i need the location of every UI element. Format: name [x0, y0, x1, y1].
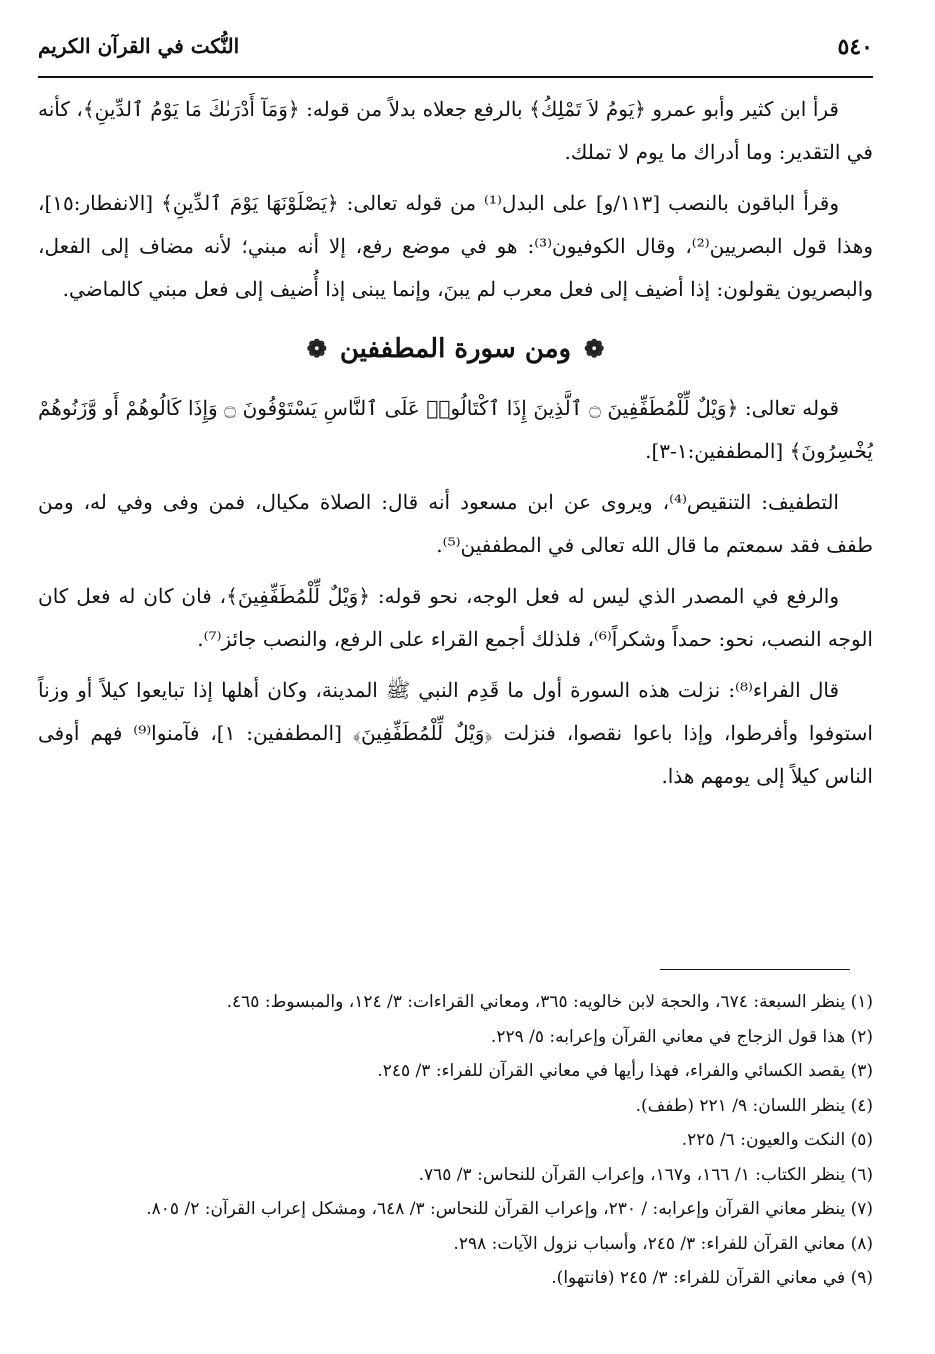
footnote: (٧) ينظر معاني القرآن وإعرابه: / ٢٣٠، وإعراب القرآن للنحاس: ٣/ ٦٤٨، ومشكل إعراب القرآن: ٢/ ٨٠٥. [146, 1199, 873, 1219]
paragraph: والرفع في المصدر الذي ليس له فعل الوجه، نحو قوله: ﴿وَيْلٌ لِّلْمُطَفِّفِينَ﴾، فان كان له فعل كان الوجه النصب، نحو: حمداً وشكراً⁽⁶⁾، فلذلك أجمع القراء على الرفع، والنصب جائز⁽⁷⁾. [38, 584, 873, 651]
page-number: ٥٤٠ [837, 34, 873, 60]
footnote: (٣) يقصد الكسائي والفراء، فهذا رأيها في معاني القرآن للفراء: ٣/ ٢٤٥. [377, 1061, 873, 1081]
paragraph: وقرأ الباقون بالنصب [١١٣/و] على البدل⁽¹⁾ من قوله تعالى: ﴿يَصْلَوْنَهَا يَوْمَ ٱلدِّينِ﴾ [الانفطار:١٥]، وهذا قول البصريين⁽²⁾، وقال الكوفيون⁽³⁾: هو في موضع رفع، إلا أنه مبني؛ لأنه مضاف إلى الفعل، والبصريون يقولون: إذا أضيف إلى فعل معرب لم يبنَ، وإنما يبنى إذا أُضيف إلى فعل مبني كالماضي. [38, 191, 874, 301]
main-text [38, 88, 873, 806]
surah-heading-text: ومن سورة المطففين [339, 334, 572, 364]
footnote-divider [660, 969, 850, 970]
paragraph: قوله تعالى: ﴿وَيْلٌ لِّلْمُطَفِّفِينَ ۝ ٱلَّذِينَ إِذَا ٱكْتَالُوا۟ عَلَى ٱلنَّاسِ يَسْتَوْفُونَ ۝ وَإِذَا كَالُوهُمْ أَو وَّزَنُوهُمْ يُخْسِرُونَ﴾ [المطففين:١-٣]. [38, 396, 873, 463]
footnote: (٨) معاني القرآن للفراء: ٣/ ٢٤٥، وأسباب نزول الآيات: ٢٩٨. [453, 1233, 873, 1254]
running-title: النُّكت في القرآن الكريم [38, 34, 240, 58]
footnote: (٥) النكت والعيون: ٦/ ٢٢٥. [681, 1130, 873, 1150]
footnote: (٩) في معاني القرآن للفراء: ٣/ ٢٤٥ (فانتهوا). [551, 1268, 873, 1288]
footnote: (٤) ينظر اللسان: ٩/ ٢٢١ (طفف). [635, 1095, 873, 1116]
footnote: (١) ينظر السبعة: ٦٧٤، والحجة لابن خالويه: ٣٦٥، ومعاني القراءات: ٣/ ١٢٤، والمبسوط: ٤٦٥. [226, 992, 873, 1012]
paragraph: التطفيف: التنقيص⁽⁴⁾، ويروى عن ابن مسعود أنه قال: الصلاة مكيال، فمن وفى وفي له، ومن طفف فقد سمعتم ما قال الله تعالى في المطففين⁽⁵⁾. [38, 490, 873, 557]
page-header [38, 28, 873, 78]
ornament-icon: ❁ [306, 334, 327, 363]
footnote: (٦) ينظر الكتاب: ١/ ١٦٦، و١٦٧، وإعراب القرآن للنحاس: ٣/ ٧٦٥. [418, 1164, 873, 1185]
footnote: (٢) هذا قول الزجاج في معاني القرآن وإعرابه: ٥/ ٢٢٩. [490, 1026, 873, 1047]
paragraph: قرأ ابن كثير وأبو عمرو ﴿يَومُ لاَ تَمْلِكُ﴾ بالرفع جعلاه بدلاً من قوله: ﴿وَمَآ أَدْرَىٰكَ مَا يَوْمُ ٱلدِّينِ﴾، كأنه في التقدير: وما أدراك ما يوم لا تملك. [38, 97, 873, 164]
ornament-icon: ❁ [584, 334, 605, 363]
paragraph: قال الفراء⁽⁸⁾: نزلت هذه السورة أول ما قَدِم النبي ﷺ المدينة، وكان أهلها إذا تبايعوا كيلاً أو وزناً استوفوا وأفرطوا، وإذا باعوا نقصوا، فنزلت ﴿وَيْلٌ لِّلْمُطَفِّفِينَ﴾ [المطففين: ١]، فآمنوا⁽⁹⁾ فهم أوفى الناس كيلاً إلى يومهم هذا. [38, 678, 873, 788]
surah-heading [38, 319, 873, 379]
footnotes [38, 985, 873, 1296]
